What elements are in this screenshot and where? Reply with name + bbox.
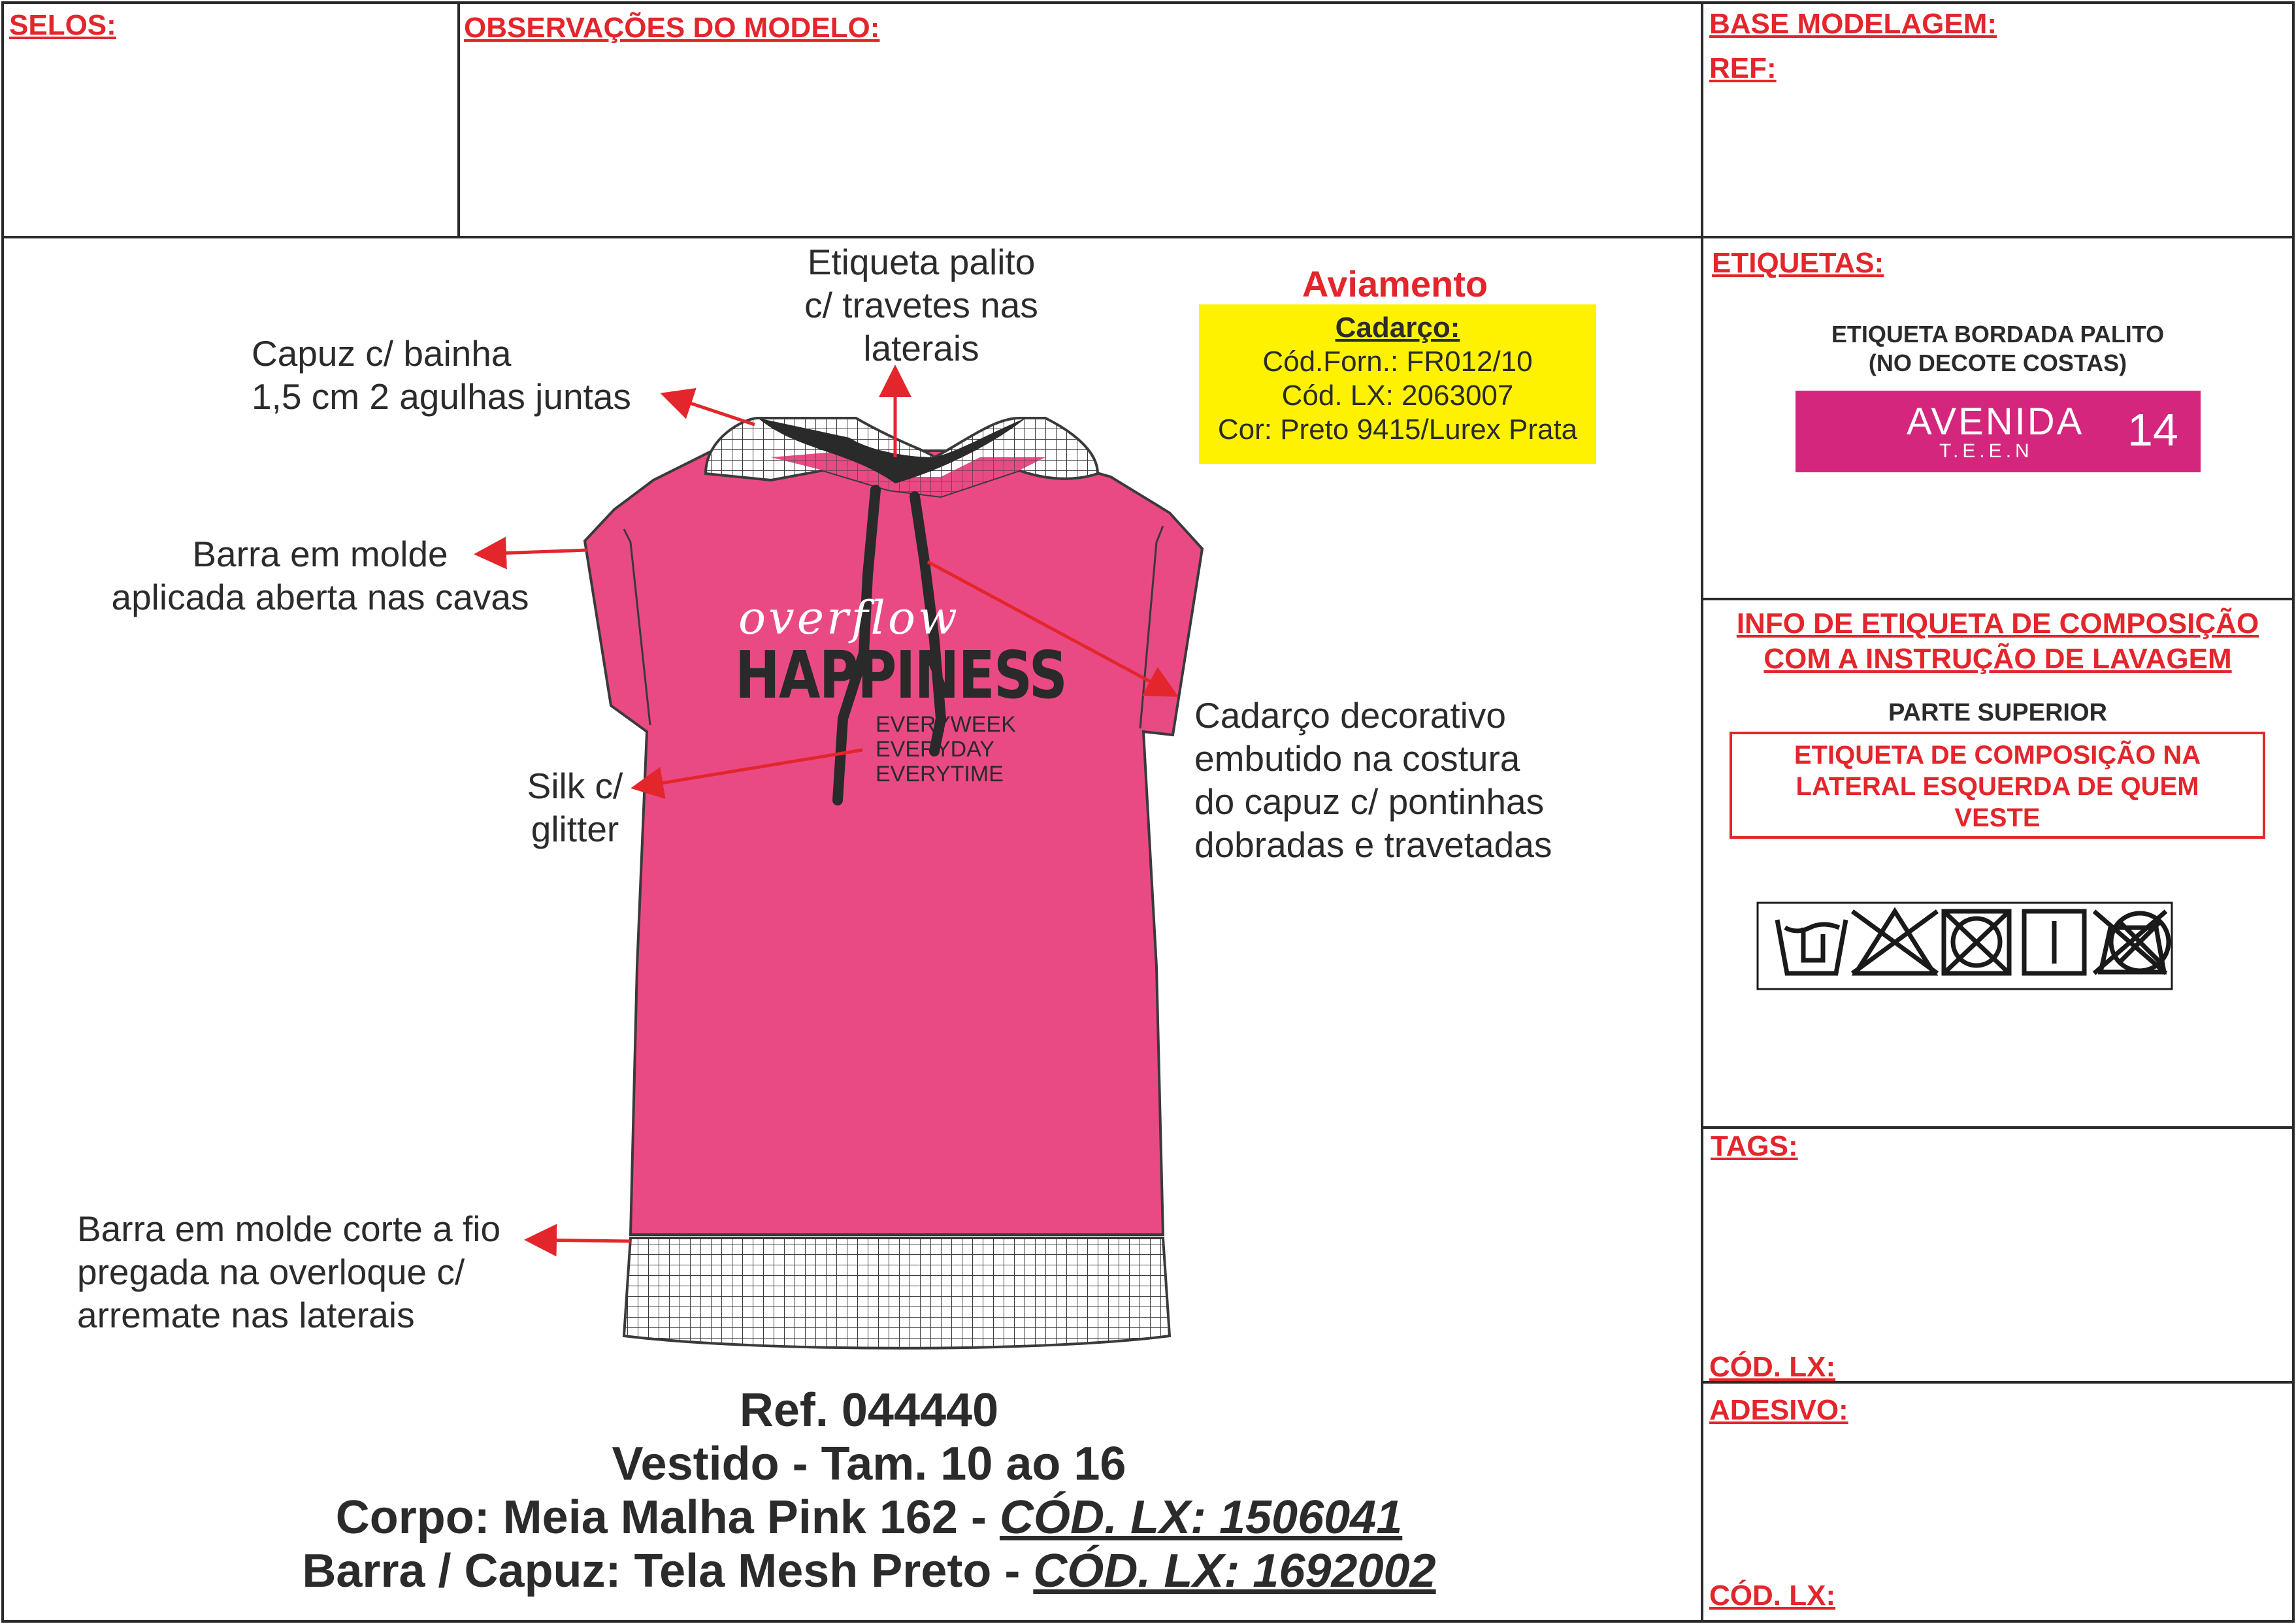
composicao-box: ETIQUETA DE COMPOSIÇÃO NA LATERAL ESQUERDA DE QUEM VESTE <box>1730 732 2265 839</box>
barra-code: CÓD. LX: 1692002 <box>1033 1545 1436 1597</box>
cod-lx-label-2: CÓD. LX: <box>1709 1580 1836 1612</box>
print-line-2: EVERYDAY <box>876 737 995 762</box>
corpo-line <box>0 1491 1738 1544</box>
parte-superior: PARTE SUPERIOR <box>1888 699 2107 726</box>
note-cadarco-decorativo: Cadarço decorativo embutido na costura do capuz c/ pontinhas dobradas e travetadas <box>1194 695 1552 865</box>
etiqueta-desc: ETIQUETA BORDADA PALITO (NO DECOTE COSTAS) <box>1831 321 2165 376</box>
tags-label: TAGS: <box>1711 1130 1798 1162</box>
brand-size: 14 <box>2127 404 2178 455</box>
corpo-prefix: Corpo: Meia Malha Pink 162 - <box>335 1491 1000 1544</box>
cod-lx-label-1: CÓD. LX: <box>1709 1351 1836 1383</box>
aviamento-line-2: Cód. LX: 2063007 <box>1281 380 1514 412</box>
aviamento-line-1: Cód.Forn.: FR012/10 <box>1262 346 1533 378</box>
ref-title: Ref. 044440 <box>739 1384 999 1437</box>
note-capuz: Capuz c/ bainha 1,5 cm 2 agulhas juntas <box>252 333 631 417</box>
ref-label: REF: <box>1709 52 1777 84</box>
aviamento-line-3: Cor: Preto 9415/Lurex Prata <box>1217 414 1578 446</box>
aviamento-subtitle: Cadarço: <box>1335 312 1460 344</box>
corpo-code: CÓD. LX: 1506041 <box>999 1491 1403 1544</box>
note-barra-fio: Barra em molde corte a fio pregada na overloque c/ arremate nas laterais <box>77 1209 501 1335</box>
selos-label: SELOS: <box>9 9 116 41</box>
base-modelagem-label: BASE MODELAGEM: <box>1709 8 1997 40</box>
note-silk: Silk c/ glitter <box>527 766 623 849</box>
product-title: Vestido - Tam. 10 ao 16 <box>612 1438 1126 1490</box>
brand-name: AVENIDA <box>1907 400 2084 443</box>
adesivo-label: ADESIVO: <box>1709 1394 1848 1426</box>
note-barra-cavas: Barra em molde aplicada aberta nas cavas <box>111 534 529 617</box>
print-main-word: HAPPINESS <box>735 637 1067 713</box>
print-line-3: EVERYTIME <box>876 762 1004 787</box>
barra-line <box>0 1544 1738 1598</box>
print-script-word: overflow <box>738 591 960 645</box>
observacoes-label: OBSERVAÇÕES DO MODELO: <box>464 12 880 44</box>
print-line-1: EVERYWEEK <box>876 712 1016 737</box>
note-etiqueta-palito: Etiqueta palito c/ travetes nas laterais <box>804 242 1038 368</box>
info-title: INFO DE ETIQUETA DE COMPOSIÇÃO COM A INSTRUÇÃO DE LAVAGEM <box>1736 608 2259 675</box>
barra-prefix: Barra / Capuz: Tela Mesh Preto - <box>302 1545 1034 1597</box>
etiquetas-label: ETIQUETAS: <box>1712 247 1884 279</box>
aviamento-title: Aviamento <box>1302 263 1488 304</box>
brand-sub: T.E.E.N <box>1939 440 2033 462</box>
